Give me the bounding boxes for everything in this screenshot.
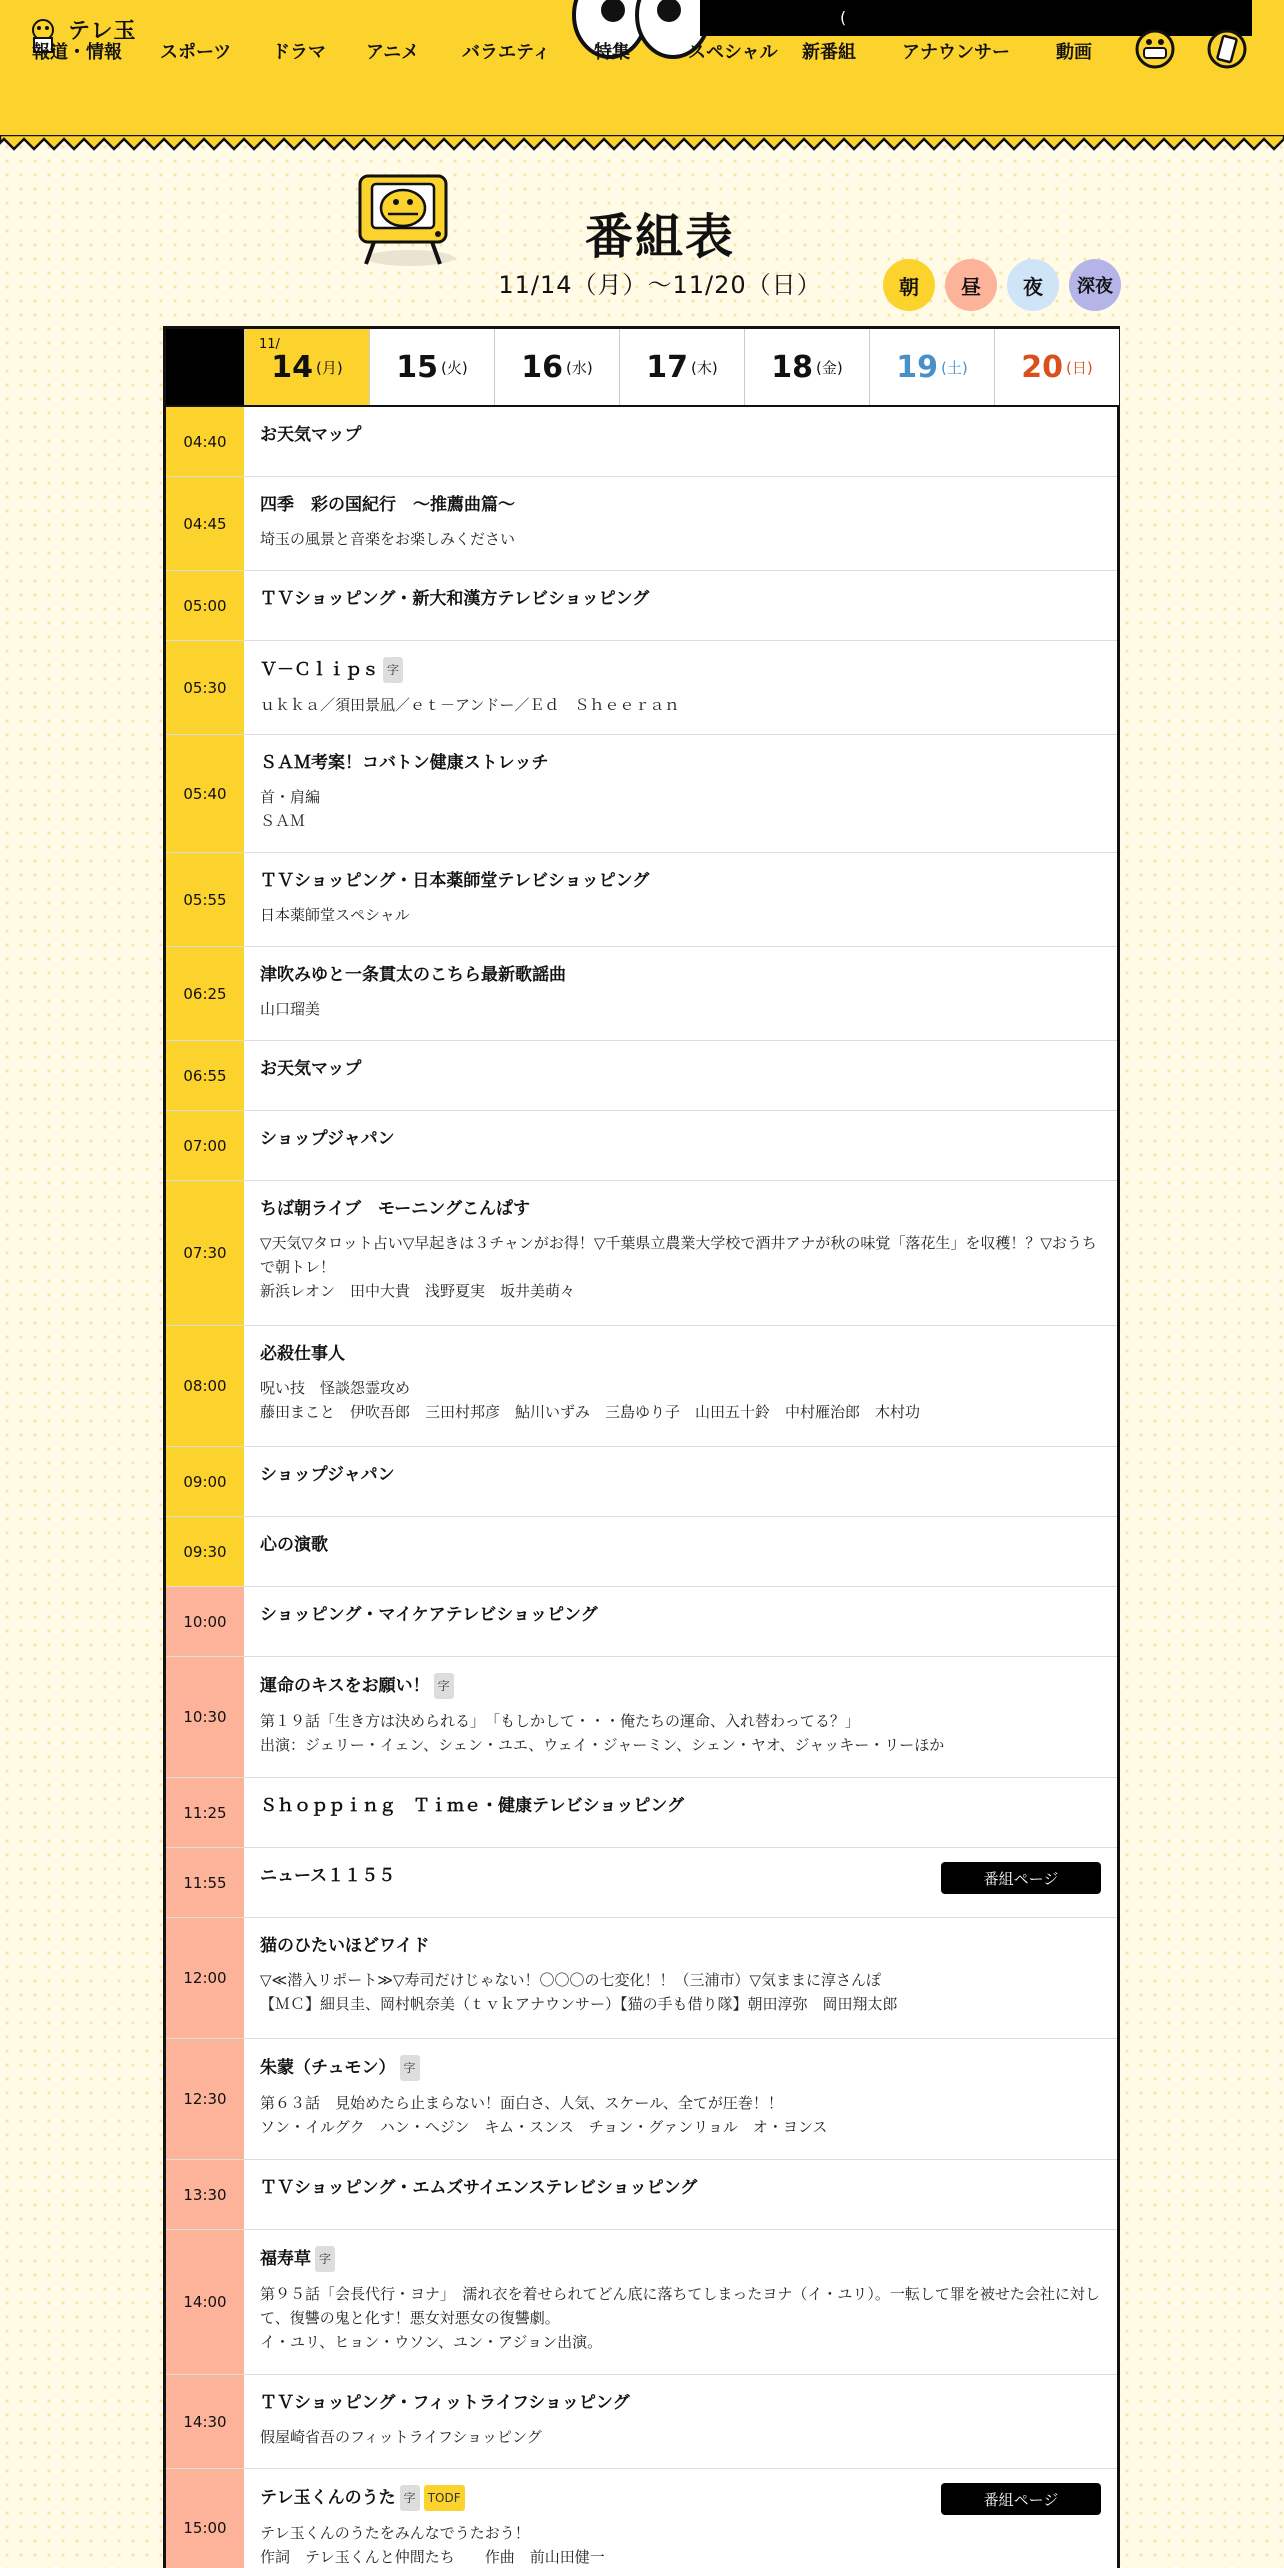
program-description-line: 出演：ジェリー・イェン、シェン・ユエ、ウェイ・ジャーミン、シェン・ヤオ、ジャッキー・リーほか <box>260 1736 945 1754</box>
program-description-line: 新浜レオン 田中大貴 浅野夏実 坂井美萌々 <box>260 1282 576 1300</box>
program-description-line: 山口瑠美 <box>260 1000 321 1018</box>
day-tab-17[interactable] <box>619 329 744 405</box>
day-number: 19 <box>896 349 939 385</box>
program-row[interactable] <box>166 947 1117 1041</box>
program-description-line: 首・肩編 <box>260 788 321 806</box>
program-title-line <box>260 963 1100 987</box>
program-body <box>260 2246 1100 2354</box>
program-title[interactable]: ＴＶショッピング・エムズサイエンステレビショッピング <box>260 2178 698 2198</box>
program-description-line: 【ＭＣ】細貝圭、岡村帆奈美（ｔｖｋアナウンサー）【猫の手も借り隊】朝田淳弥 岡田翔太郎 <box>260 1995 898 2013</box>
day-tab-19[interactable] <box>869 329 994 405</box>
program-page-button[interactable]: 番組ページ <box>941 2483 1101 2515</box>
program-body <box>260 1342 1100 1424</box>
program-time: 10:00 <box>166 1587 244 1656</box>
nav-variety[interactable]: バラエティ <box>462 42 551 63</box>
program-description-line: ▽≪潜入リポート≫▽寿司だけじゃない！〇〇〇の七変化！！（三浦市）▽気ままに淳さんぽ <box>260 1971 882 1989</box>
program-title[interactable]: テレ玉くんのうた <box>260 2488 396 2508</box>
program-row[interactable] <box>166 2039 1117 2160</box>
program-title[interactable]: Ｓｈｏｐｐｉｎｇ Ｔｉｍｅ・健康テレビショッピング <box>260 1796 684 1816</box>
program-description-line: ソン・イルグク ハン・ヘジン キム・スンス チョン・グァンリョル オ・ヨンス <box>260 2118 828 2136</box>
program-time: 07:00 <box>166 1111 244 1180</box>
nav-drama[interactable]: ドラマ <box>272 42 326 63</box>
program-title-line <box>260 751 1100 775</box>
program-description-line: 作詞 テレ玉くんと仲間たち 作曲 前山田健一 <box>260 2548 605 2566</box>
program-page-button[interactable]: 番組ページ <box>941 1862 1101 1894</box>
program-title[interactable]: ちば朝ライブ モーニングこんぱす <box>260 1199 530 1219</box>
program-time: 15:00 <box>166 2469 244 2568</box>
day-number: 18 <box>771 349 814 385</box>
program-title-line <box>260 1794 1100 1818</box>
day-tabs-corner <box>166 329 244 405</box>
program-time: 09:00 <box>166 1447 244 1516</box>
subtitle-badge: 字 <box>400 2055 420 2081</box>
program-description <box>260 1376 1100 1424</box>
program-time: 08:00 <box>166 1326 244 1446</box>
program-time: 06:25 <box>166 947 244 1040</box>
program-body <box>260 869 1100 927</box>
program-title-line <box>260 2176 1100 2200</box>
program-title-line <box>260 1934 1100 1958</box>
program-row[interactable] <box>166 1447 1117 1517</box>
program-description <box>260 2091 1100 2139</box>
program-description <box>260 527 1100 551</box>
program-row[interactable] <box>166 1848 1117 1918</box>
day-weekday: (日) <box>1066 358 1093 377</box>
program-title[interactable]: 津吹みゆと一条貫太のこちら最新歌謡曲 <box>260 965 566 985</box>
program-title-line <box>260 2055 1100 2081</box>
main-nav <box>0 38 1284 68</box>
program-description-line: 藤田まこと 伊吹吾郎 三田村邦彦 鮎川いずみ 三島ゆり子 山田五十鈴 中村雁治郎 木村功 <box>260 1403 921 1421</box>
nav-special[interactable]: スペシャル <box>688 42 778 63</box>
schedule-table <box>163 326 1120 2568</box>
subtitle-badge: 字 <box>315 2246 335 2272</box>
program-title[interactable]: ＳＡＭ考案！コバトン健康ストレッチ <box>260 753 549 773</box>
day-tab-14[interactable] <box>244 329 369 405</box>
day-number: 15 <box>396 349 439 385</box>
program-description <box>260 1709 1100 1757</box>
day-tab-20[interactable] <box>994 329 1119 405</box>
program-title-line <box>260 1057 1100 1081</box>
program-time: 12:00 <box>166 1918 244 2038</box>
program-title[interactable]: ＴＶショッピング・日本薬師堂テレビショッピング <box>260 871 650 891</box>
day-weekday: (水) <box>566 358 593 377</box>
program-row[interactable] <box>166 1657 1117 1778</box>
program-row[interactable] <box>166 571 1117 641</box>
program-body <box>260 2391 1100 2449</box>
day-weekday: (月) <box>316 358 343 377</box>
nav-feature[interactable]: 特集 <box>594 42 630 63</box>
nav-news[interactable]: 報道・情報 <box>32 42 122 63</box>
program-description-line: 埼玉の風景と音楽をお楽しみください <box>260 530 516 548</box>
program-description <box>260 2425 1100 2449</box>
program-description-line: 第６３話 見始めたら止まらない！面白さ、人気、スケール、全てが圧巻！！ <box>260 2094 783 2112</box>
program-description <box>260 2282 1100 2354</box>
program-title-line <box>260 1533 1100 1557</box>
page-title: 番組表 <box>584 209 735 265</box>
time-late-night-button[interactable]: 深夜 <box>1069 259 1121 311</box>
program-title[interactable]: 四季 彩の国紀行 ～推薦曲篇～ <box>260 495 515 515</box>
program-row[interactable] <box>166 477 1117 571</box>
program-row[interactable] <box>166 407 1117 477</box>
time-noon-button[interactable]: 昼 <box>945 259 997 311</box>
program-title[interactable]: お天気マップ <box>260 1059 362 1079</box>
program-row[interactable] <box>166 735 1117 853</box>
program-title-line <box>260 1673 1100 1699</box>
program-description-line: テレ玉くんのうたをみんなでうたおう！ <box>260 2524 530 2542</box>
program-description-line: 第９５話「会長代行・ヨナ」 濡れ衣を着せられてどん底に落ちてしまったヨナ（イ・ユリ）。一転して罪を被せた会社に対して、復讐の鬼と化す！悪女対悪女の復讐劇。 <box>260 2285 1100 2327</box>
program-description-line: 日本薬師堂スペシャル <box>260 906 410 924</box>
program-body <box>260 1533 1100 1557</box>
program-row[interactable] <box>166 1111 1117 1181</box>
day-weekday: (土) <box>941 358 968 377</box>
day-tab-18[interactable] <box>744 329 869 405</box>
program-title-line <box>260 2391 1100 2415</box>
program-row[interactable] <box>166 1326 1117 1447</box>
program-title[interactable]: お天気マップ <box>260 425 362 445</box>
program-body <box>260 1127 1100 1151</box>
program-title[interactable]: ニュース１１５５ <box>260 1866 396 1886</box>
day-number: 14 <box>271 349 314 385</box>
program-time: 04:40 <box>166 407 244 476</box>
program-title[interactable]: 朱蒙（チュモン） <box>260 2058 396 2078</box>
day-tab-16[interactable] <box>494 329 619 405</box>
program-row[interactable] <box>166 641 1117 735</box>
program-body <box>260 2055 1100 2139</box>
program-body <box>260 1463 1100 1487</box>
program-time: 14:30 <box>166 2375 244 2468</box>
program-description-line: 第１９話「生き方は決められる」 「もしかして・・・俺たちの運命、入れ替わってる？」 <box>260 1712 860 1730</box>
program-title[interactable]: 運命のキスをお願い！ <box>260 1676 430 1696</box>
program-title[interactable]: ＴＶショッピング・新大和漢方テレビショッピング <box>260 589 650 609</box>
program-description <box>260 2521 1100 2568</box>
tv-mascot-icon <box>352 168 462 270</box>
program-body <box>260 1057 1100 1081</box>
program-description-line: イ・ユリ、ヒョン・ウソン、ユン・アジョン出演。 <box>260 2333 603 2351</box>
program-body <box>260 493 1100 551</box>
program-title-line <box>260 1603 1100 1627</box>
program-description-line: 假屋崎省吾のフィットライフショッピング <box>260 2428 542 2446</box>
program-title-line <box>260 1127 1100 1151</box>
program-title-line <box>260 1197 1100 1221</box>
program-time: 14:00 <box>166 2230 244 2374</box>
day-weekday: (木) <box>691 358 718 377</box>
program-time: 11:25 <box>166 1778 244 1847</box>
program-title[interactable]: 必殺仕事人 <box>260 1344 345 1364</box>
program-title-line <box>260 587 1100 611</box>
program-title-line <box>260 493 1100 517</box>
program-title-line <box>260 2246 1100 2272</box>
program-title-line <box>260 1463 1100 1487</box>
program-body <box>260 423 1100 447</box>
program-row[interactable] <box>166 1041 1117 1111</box>
time-night-button[interactable]: 夜 <box>1007 259 1059 311</box>
program-title[interactable]: Ｖ－Ｃｌｉｐｓ <box>260 660 379 680</box>
program-body <box>260 1934 1100 2016</box>
program-description <box>260 785 1100 833</box>
program-title-line <box>260 1342 1100 1366</box>
program-body <box>260 1794 1100 1818</box>
program-title[interactable]: 猫のひたいほどワイド <box>260 1936 430 1956</box>
program-body <box>260 2176 1100 2200</box>
day-number: 17 <box>646 349 689 385</box>
subtitle-badge: 字 <box>434 1673 454 1699</box>
program-time: 12:30 <box>166 2039 244 2159</box>
program-title-line <box>260 869 1100 893</box>
program-body <box>260 657 1100 717</box>
program-time: 10:30 <box>166 1657 244 1777</box>
nav-anime[interactable]: アニメ <box>366 42 420 63</box>
program-row[interactable] <box>166 1517 1117 1587</box>
nav-sports[interactable]: スポーツ <box>160 42 232 63</box>
program-description <box>260 1231 1100 1303</box>
subtitle-badge: 字 <box>383 657 403 683</box>
day-tabs <box>166 329 1117 407</box>
program-title[interactable]: 心の演歌 <box>260 1535 328 1555</box>
program-time: 13:30 <box>166 2160 244 2229</box>
day-number: 16 <box>521 349 564 385</box>
program-title[interactable]: ショッピング・マイケアテレビショッピング <box>260 1605 598 1625</box>
program-row[interactable] <box>166 2375 1117 2469</box>
top-notice-text: ( <box>840 8 847 27</box>
program-time: 05:40 <box>166 735 244 852</box>
date-range: 11/14（月）〜11/20（日） <box>498 271 822 299</box>
program-time: 09:30 <box>166 1517 244 1586</box>
program-time: 05:55 <box>166 853 244 946</box>
site-header <box>0 0 1284 135</box>
program-row[interactable] <box>166 1918 1117 2039</box>
program-row[interactable] <box>166 2469 1117 2568</box>
header-zigzag-edge <box>0 135 1284 151</box>
program-body <box>260 963 1100 1021</box>
program-time: 04:45 <box>166 477 244 570</box>
program-title[interactable]: ショップジャパン <box>260 1465 395 1485</box>
logo-text: テレ玉 <box>68 19 137 44</box>
smartphone-icon[interactable] <box>1206 28 1248 70</box>
program-description <box>260 903 1100 927</box>
program-row[interactable] <box>166 853 1117 947</box>
program-title-line <box>260 657 1100 683</box>
program-title[interactable]: ＴＶショッピング・フィットライフショッピング <box>260 2393 630 2413</box>
program-time: 07:30 <box>166 1181 244 1325</box>
program-title[interactable]: 福寿草 <box>260 2249 311 2269</box>
program-row[interactable] <box>166 2160 1117 2230</box>
program-time: 05:00 <box>166 571 244 640</box>
day-tab-15[interactable] <box>369 329 494 405</box>
program-row[interactable] <box>166 2230 1117 2375</box>
program-row[interactable] <box>166 1778 1117 1848</box>
program-row[interactable] <box>166 1587 1117 1657</box>
program-time: 06:55 <box>166 1041 244 1110</box>
program-row[interactable] <box>166 1181 1117 1326</box>
program-title-line <box>260 423 1100 447</box>
program-body <box>260 1197 1100 1303</box>
day-number: 20 <box>1021 349 1064 385</box>
program-description <box>260 693 1100 717</box>
program-description <box>260 997 1100 1021</box>
day-month-label: 11/ <box>259 337 280 352</box>
subtitle-badge: 字 <box>400 2485 420 2511</box>
program-body <box>260 1673 1100 1757</box>
nav-new-programs[interactable]: 新番組 <box>802 42 856 63</box>
program-description-line: ＳＡＭ <box>260 812 306 830</box>
program-body <box>260 587 1100 611</box>
program-description-line: 呪い技 怪談怨霊攻め <box>260 1379 411 1397</box>
mascot-face-icon[interactable] <box>1134 28 1176 70</box>
todf-badge: TODF <box>424 2485 465 2511</box>
program-description-line: ｕｋｋａ／須田景凪／ｅｔ－アンドー／Ｅｄ Ｓｈｅｅｒａｎ <box>260 696 680 714</box>
time-morning-button[interactable]: 朝 <box>883 259 935 311</box>
program-body <box>260 751 1100 833</box>
nav-video[interactable]: 動画 <box>1056 42 1092 63</box>
day-weekday: (火) <box>441 358 468 377</box>
program-body <box>260 1603 1100 1627</box>
day-weekday: (金) <box>816 358 843 377</box>
program-title[interactable]: ショップジャパン <box>260 1129 395 1149</box>
program-description <box>260 1968 1100 2016</box>
program-time: 05:30 <box>166 641 244 734</box>
nav-announcers[interactable]: アナウンサー <box>902 42 1010 63</box>
program-time: 11:55 <box>166 1848 244 1917</box>
program-description-line: ▽天気▽タロット占い▽早起きは３チャンがお得！▽千葉県立農業大学校で酒井アナが秋の味覚「落花生」を収穫！？▽おうちで朝トレ！ <box>260 1234 1097 1276</box>
